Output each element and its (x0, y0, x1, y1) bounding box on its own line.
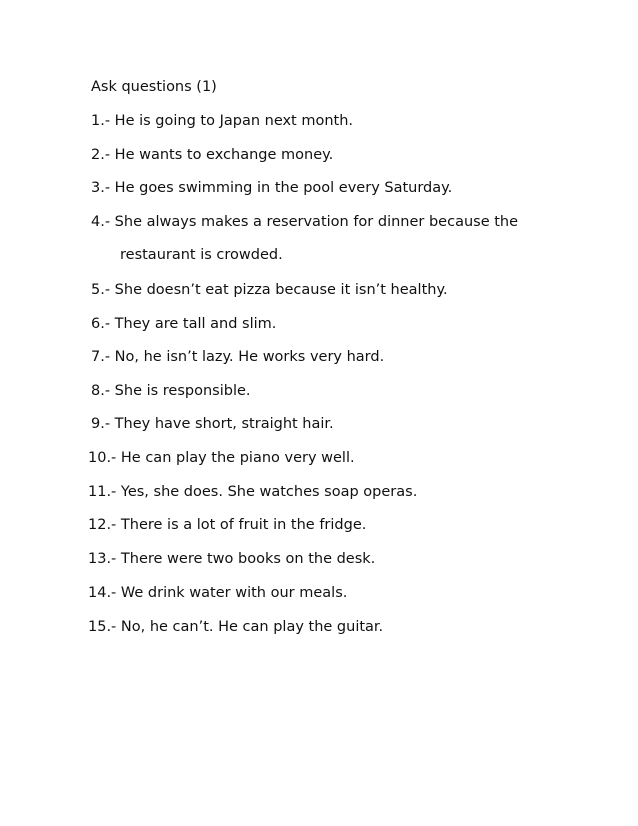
sentence-6: 6.- They are tall and slim. (91, 316, 277, 332)
sentence-5: 5.- She doesn’t eat pizza because it isn’t healthy. (91, 282, 448, 298)
sentence-2: 2.- He wants to exchange money. (91, 147, 334, 163)
sentence-8: 8.- She is responsible. (91, 383, 251, 399)
sentence-13: 13.- There were two books on the desk. (88, 551, 376, 567)
sentence-14: 14.- We drink water with our meals. (88, 585, 348, 601)
sentence-15: 15.- No, he can’t. He can play the guitar. (88, 619, 384, 635)
sentence-7: 7.- No, he isn’t lazy. He works very hard. (91, 349, 385, 365)
sentence-3: 3.- He goes swimming in the pool every Saturday. (91, 180, 453, 196)
sentence-10: 10.- He can play the piano very well. (88, 450, 355, 466)
sentence-1: 1.- He is going to Japan next month. (91, 113, 354, 129)
sentence-12: 12.- There is a lot of fruit in the fridge. (88, 517, 367, 533)
sentence-4-continuation: restaurant is crowded. (120, 247, 283, 263)
sentence-9: 9.- They have short, straight hair. (91, 416, 334, 432)
sentence-11: 11.- Yes, she does. She watches soap operas. (88, 484, 418, 500)
sentence-4: 4.- She always makes a reservation for dinner because the (91, 214, 519, 230)
worksheet-title: Ask questions (1) (91, 79, 217, 95)
